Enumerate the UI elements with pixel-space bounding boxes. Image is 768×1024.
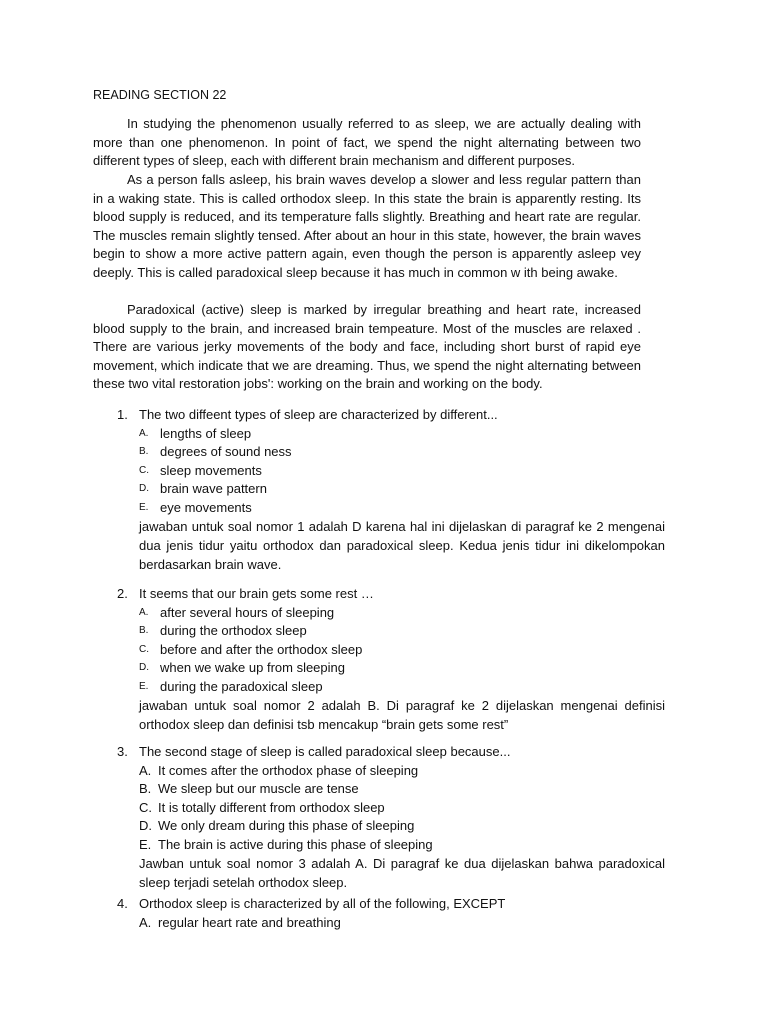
option-a — [139, 604, 665, 623]
option-e — [139, 836, 665, 855]
option-list — [139, 425, 665, 518]
option-b — [139, 622, 665, 641]
option-letter: A. — [139, 427, 149, 439]
option-letter: D. — [139, 662, 149, 674]
section-title: READING SECTION 22 — [93, 88, 227, 102]
option-list — [139, 914, 665, 933]
option-letter: E. — [139, 680, 149, 692]
answer-text: jawaban untuk soal nomor 2 adalah B. Di paragraf ke 2 dijelaskan mengenai definisi orthodox sleep dan definisi tsb mencakup “brain gets some rest” — [139, 698, 665, 733]
option-letter: B. — [139, 446, 149, 458]
option-b — [139, 780, 665, 799]
question-text: The second stage of sleep is called paradoxical sleep because... — [139, 744, 511, 759]
option-letter: A. — [139, 914, 152, 930]
option-text: eye movements — [160, 499, 252, 515]
option-text: during the paradoxical sleep — [160, 678, 323, 694]
option-text: after several hours of sleeping — [160, 604, 335, 620]
option-text: We sleep but our muscle are tense — [158, 781, 359, 797]
question-number: 1. — [117, 407, 128, 422]
option-c — [139, 462, 665, 481]
paragraph-1: In studying the phenomenon usually referred to as sleep, we are actually dealing with more than one phenomenon. In point of fact, we spend the night alternating between two different types of sleep, each with different brain mechanism and different purposes. — [93, 116, 641, 169]
paragraph-3: Paradoxical (active) sleep is marked by irregular breathing and heart rate, increased blood supply to the brain, and increased brain tempeature. Most of the muscles are relaxed . There are various jerky movements of the body and face, including short burst of rapid eye movement, which indicate that we are dreaming. Thus, we spend the night alternating between these two vital restoration jobs': working on the brain and working on the body. — [93, 302, 641, 392]
option-d — [139, 480, 665, 499]
option-b — [139, 443, 665, 462]
option-text: when we wake up from sleeping — [160, 660, 345, 676]
question-number: 2. — [117, 586, 128, 601]
option-letter: C. — [139, 799, 152, 815]
option-d — [139, 817, 665, 836]
answer-text: jawaban untuk soal nomor 1 adalah D karena hal ini dijelaskan di paragraf ke 2 mengenai dua jenis tidur yaitu orthodox dan paradoxical sleep. Kedua jenis tidur ini dikelompokan berdasarkan brain wave. — [139, 519, 665, 573]
option-a — [139, 425, 665, 444]
question-text: It seems that our brain gets some rest … — [139, 586, 374, 601]
option-e — [139, 499, 665, 518]
option-letter: B. — [139, 625, 149, 637]
option-text: brain wave pattern — [160, 481, 267, 497]
answer-text: Jawban untuk soal nomor 3 adalah A. Di paragraf ke dua dijelaskan bahwa paradoxical sleep terjadi setelah orthodox sleep. — [139, 856, 665, 891]
option-letter: A. — [139, 606, 149, 618]
option-a — [139, 762, 665, 781]
option-text: We only dream during this phase of sleeping — [158, 818, 415, 834]
option-a — [139, 914, 665, 933]
option-text: degrees of sound ness — [160, 444, 292, 460]
paragraph-2: As a person falls asleep, his brain waves develop a slower and less regular pattern than in a waking state. This is called orthodox sleep. In this state the brain is apparently resting. Its blood supply is reduced, and its temperature falls slightly. Breathing and heart rate are regular. The muscles remain slightly tensed. After about an hour in this state, however, the brain waves begin to show a more active pattern again, even though the person is apparently asleep vey deeply. This is called paradoxical sleep because it has much in common w ith being awake. — [93, 172, 641, 280]
question-text: The two diffeent types of sleep are characterized by different... — [139, 407, 498, 422]
option-text: The brain is active during this phase of sleeping — [158, 836, 433, 852]
option-text: It is totally different from orthodox sleep — [158, 799, 385, 815]
option-letter: A. — [139, 762, 152, 778]
question-text: Orthodox sleep is characterized by all of the following, EXCEPT — [139, 896, 506, 911]
question-number: 4. — [117, 896, 128, 911]
option-letter: B. — [139, 781, 152, 797]
option-d — [139, 659, 665, 678]
option-list — [139, 604, 665, 697]
option-list — [139, 762, 665, 855]
question-number: 3. — [117, 744, 128, 759]
option-text: It comes after the orthodox phase of sleeping — [158, 762, 419, 778]
option-text: regular heart rate and breathing — [158, 914, 341, 930]
question-1 — [117, 406, 665, 574]
option-c — [139, 641, 665, 660]
option-text: before and after the orthodox sleep — [160, 641, 363, 657]
option-letter: D. — [139, 818, 152, 834]
option-text: sleep movements — [160, 462, 262, 478]
option-letter: E. — [139, 836, 152, 852]
option-letter: E. — [139, 501, 149, 513]
question-3 — [117, 743, 665, 892]
option-text: lengths of sleep — [160, 425, 252, 441]
option-letter: D. — [139, 483, 149, 495]
option-e — [139, 678, 665, 697]
option-letter: C. — [139, 464, 149, 476]
option-letter: C. — [139, 643, 149, 655]
question-2 — [117, 585, 665, 734]
question-4 — [117, 895, 665, 932]
option-text: during the orthodox sleep — [160, 623, 307, 639]
option-c — [139, 799, 665, 818]
